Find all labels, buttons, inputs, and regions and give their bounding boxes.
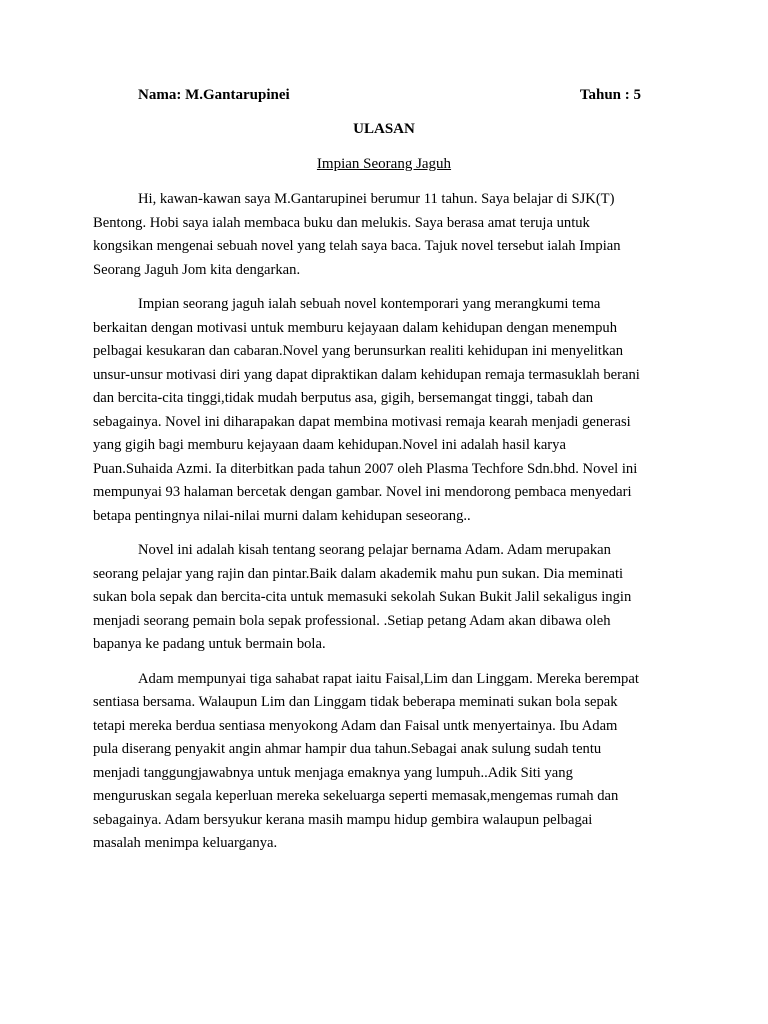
paragraph-line: Seorang Jaguh Jom kita dengarkan. — [93, 261, 301, 278]
paragraph-line: sebagainya. Adam bersyukur kerana masih mampu hidup gembira walaupun pelbagai — [93, 811, 593, 828]
paragraph-line: kongsikan mengenai sebuah novel yang telah saya baca. Tajuk novel tersebut ialah Impian — [93, 238, 621, 254]
paragraph-novel-overview — [93, 293, 680, 528]
student-name: Nama: M.Gantarupinei — [138, 87, 290, 103]
document-subtitle: Impian Seorang Jaguh — [316, 156, 452, 172]
paragraph-line: tetapi mereka berdua sentiasa menyokong Adam dan Faisal untk menyertainya. Ibu Adam — [93, 717, 618, 734]
paragraph-line: menjadi tanggungjawabnya untuk menjaga emaknya yang lumpuh..Adik Siti yang — [93, 764, 573, 781]
document-title: ULASAN — [353, 121, 415, 137]
paragraph-line: dan bercita-cita tinggi,tidak mudah berputus asa, gigih, bersemangat tinggi, tabah dan — [93, 390, 594, 406]
paragraph-line: sentiasa bersama. Walaupun Lim dan Linggam tidak beberapa meminati sukan bola sepak — [93, 694, 618, 710]
paragraph-line: sebagainya. Novel ini diharapakan dapat membina motivasi remaja kearah menjadi generasi — [93, 413, 631, 430]
paragraph-line: Adam mempunyai tiga sahabat rapat iaitu Faisal,Lim dan Linggam. Mereka berempat — [138, 670, 639, 687]
paragraph-line: Hi, kawan-kawan saya M.Gantarupinei berumur 11 tahun. Saya belajar di SJK(T) — [138, 191, 615, 207]
paragraph-line: menjadi seorang pemain bola sepak professional. .Setiap petang Adam akan dibawa oleh — [93, 612, 611, 629]
student-year: Tahun : 5 — [579, 87, 641, 103]
paragraph-story — [93, 539, 680, 657]
paragraph-line: menguruskan segala keperluan mereka sekeluarga seperti memasak,mengemas rumah dan — [93, 788, 619, 804]
paragraph-line: bapanya ke padang untuk bermain bola. — [93, 636, 326, 652]
document-header — [138, 87, 641, 107]
paragraph-line: mempunyai 93 halaman bercetak dengan gambar. Novel ini mendorong pembaca menyedari — [93, 484, 632, 500]
paragraph-line: Bentong. Hobi saya ialah membaca buku dan melukis. Saya berasa amat teruja untuk — [93, 214, 590, 231]
paragraph-line: masalah menimpa keluarganya. — [93, 835, 278, 851]
paragraph-line: betapa pentingnya nilai-nilai murni dalam kehidupan seseorang.. — [93, 507, 471, 524]
paragraph-line: unsur-unsur motivasi diri yang dapat dipraktikan dalam kehidupan remaja termasuklah berani — [93, 366, 640, 383]
paragraph-intro — [93, 188, 680, 282]
paragraph-line: Puan.Suhaida Azmi. Ia diterbitkan pada tahun 2007 oleh Plasma Techfore Sdn.bhd. Novel ini — [93, 460, 638, 477]
paragraph-line: pula diserang penyakit angin ahmar hampir dua tahun.Sebagai anak sulung sudah tentu — [93, 741, 602, 757]
paragraph-line: Novel ini adalah kisah tentang seorang pelajar bernama Adam. Adam merupakan — [138, 542, 611, 558]
paragraph-line: berkaitan dengan motivasi untuk memburu kejayaan dalam kehidupan dengan menempuh — [93, 319, 617, 336]
paragraph-line: yang gigih bagi memburu kejayaan daam kehidupan.Novel ini adalah hasil karya — [93, 437, 566, 453]
paragraph-friends — [93, 668, 680, 856]
paragraph-line: Impian seorang jaguh ialah sebuah novel kontemporari yang merangkumi tema — [138, 296, 601, 312]
document-body — [93, 188, 680, 867]
paragraph-line: pelbagai kesukaran dan cabaran.Novel yang berunsurkan realiti kehidupan ini menyelitkan — [93, 343, 624, 359]
paragraph-line: seorang pelajar yang rajin dan pintar.Baik dalam akademik mahu pun sukan. Dia meminati — [93, 565, 624, 582]
paragraph-line: sukan bola sepak dan bercita-cita untuk memasuki sekolah Sukan Bukit Jalil sekaligus ingin — [93, 589, 632, 605]
